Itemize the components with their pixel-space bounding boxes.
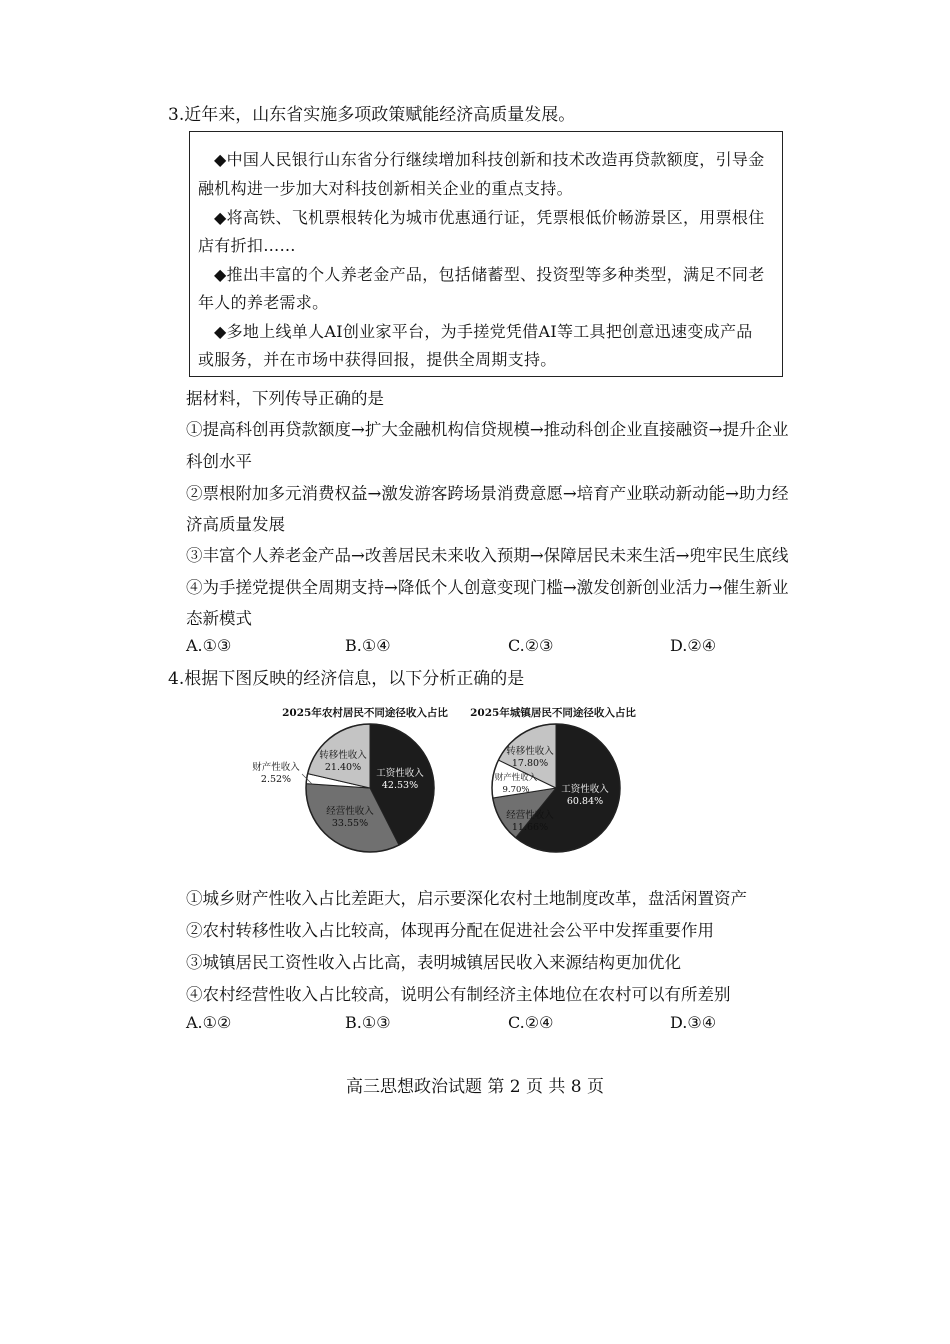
q3-item: ④为手搓党提供全周期支持→降低个人创意变现门槛→激发创新创业活力→催生新业	[186, 578, 789, 597]
q3-item: ③丰富个人养老金产品→改善居民未来收入预期→保障居民未来生活→兜牢民生底线	[186, 546, 789, 565]
q4-item: ④农村经营性收入占比较高，说明公有制经济主体地位在农村可以有所差别	[186, 985, 731, 1004]
q4-item: ②农村转移性收入占比较高，体现再分配在促进社会公平中发挥重要作用	[186, 921, 714, 940]
slice-label: 经营性收入	[506, 810, 554, 821]
q4-option-b[interactable]: B.①③	[345, 1013, 391, 1032]
slice-label: 经营性收入	[326, 806, 374, 817]
page-footer: 高三思想政治试题 第 2 页 共 8 页	[345, 1077, 605, 1097]
material-line: 融机构进一步加大对科技创新相关企业的重点支持。	[198, 179, 573, 198]
material-line: 店有折扣……	[198, 236, 296, 255]
q3-prompt: 据材料，下列传导正确的是	[186, 389, 384, 408]
q3-item: ②票根附加多元消费权益→激发游客跨场景消费意愿→培育产业联动新动能→助力经	[186, 484, 789, 503]
slice-label: 转移性收入	[319, 750, 367, 761]
q4-option-a[interactable]: A.①②	[186, 1013, 232, 1032]
q3-item: ①提高科创再贷款额度→扩大金融机构信贷规模→推动科创企业直接融资→提升企业	[186, 420, 789, 439]
q4-option-c[interactable]: C.②④	[508, 1013, 554, 1032]
slice-label: 财产性收入	[252, 762, 300, 773]
slice-label: 转移性收入	[506, 746, 554, 757]
q3-option-a[interactable]: A.①③	[186, 636, 232, 655]
q3-title: 3.近年来，山东省实施多项政策赋能经济高质量发展。	[168, 105, 576, 125]
material-line: 或服务，并在市场中获得回报，提供全周期支持。	[198, 350, 557, 369]
slice-value: 2.52%	[260, 774, 292, 785]
slice-value: 17.80%	[511, 758, 549, 769]
material-line: ◆中国人民银行山东省分行继续增加科技创新和技术改造再贷款额度，引导金	[214, 150, 765, 169]
material-line: ◆推出丰富的个人养老金产品，包括储蓄型、投资型等多种类型，满足不同老	[214, 265, 765, 284]
q4-item: ①城乡财产性收入占比差距大，启示要深化农村土地制度改革，盘活闲置资产	[186, 889, 747, 908]
slice-value: 21.40%	[324, 762, 362, 773]
slice-value: 42.53%	[381, 780, 419, 791]
q3-option-c[interactable]: C.②③	[508, 636, 554, 655]
material-line: 年人的养老需求。	[198, 293, 329, 312]
slice-value: 60.84%	[566, 796, 604, 807]
slice-value: 9.70%	[502, 785, 530, 795]
q3-item: 科创水平	[186, 452, 252, 471]
pie-title: 2025年城镇居民不同途径收入占比	[470, 707, 636, 719]
slice-label: 财产性收入	[494, 773, 538, 783]
q3-item: 济高质量发展	[186, 515, 285, 534]
q4-title: 4.根据下图反映的经济信息，以下分析正确的是	[168, 669, 525, 689]
q3-option-b[interactable]: B.①④	[345, 636, 391, 655]
slice-label: 工资性收入	[561, 784, 609, 795]
q3-option-d[interactable]: D.②④	[670, 636, 717, 655]
pie-title: 2025年农村居民不同途径收入占比	[282, 707, 448, 719]
material-line: ◆将高铁、飞机票根转化为城市优惠通行证，凭票根低价畅游景区，用票根住	[214, 208, 765, 227]
slice-value: 11.66%	[511, 822, 549, 833]
material-line: ◆多地上线单人AI创业家平台，为手搓党凭借AI等工具把创意迅速变成产品	[214, 322, 753, 341]
q3-item: 态新模式	[186, 609, 252, 628]
slice-label: 工资性收入	[376, 768, 424, 779]
slice-value: 33.55%	[331, 818, 369, 829]
q4-item: ③城镇居民工资性收入占比高，表明城镇居民收入来源结构更加优化	[186, 953, 681, 972]
q4-option-d[interactable]: D.③④	[670, 1013, 717, 1032]
